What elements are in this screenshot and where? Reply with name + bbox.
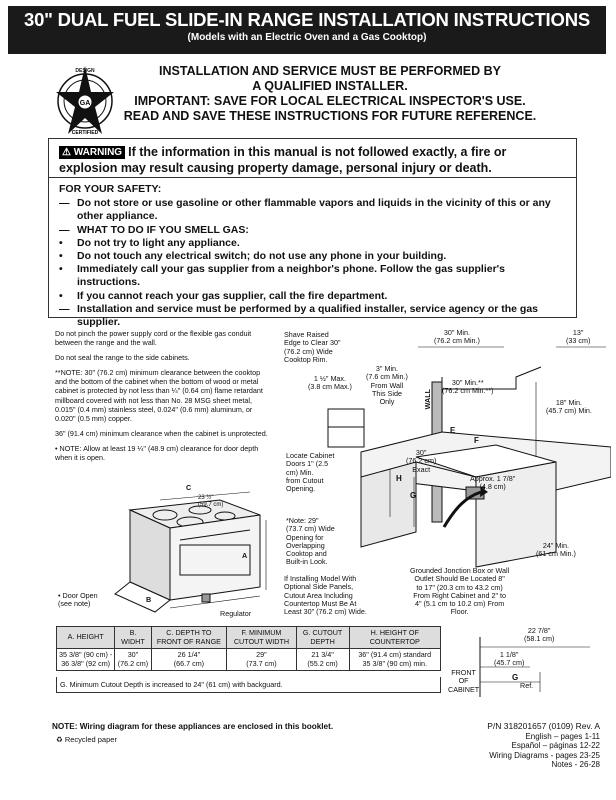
divider (49, 177, 576, 178)
page-index-item: Wiring Diagrams - pages 23-25 (489, 750, 600, 760)
table-header-row (57, 627, 441, 649)
important-headings (122, 64, 538, 124)
dim-h-label: H (396, 474, 402, 483)
seal-center: GA (79, 100, 91, 107)
thirty-exact-label: 30" (76.2 cm) Exact (406, 448, 437, 474)
list-marker: • (59, 236, 63, 249)
list-text: Do not try to light any appliance. (77, 236, 240, 249)
list-marker: — (59, 302, 70, 315)
seal-bottom: CERTIFIED (71, 130, 99, 136)
warning-text: If the information in this manual is not followed exactly, a fire or explosion may result causing property damage, personal injury or death. (59, 145, 507, 175)
dim-e-label: E (450, 426, 456, 435)
heading-line: A QUALIFIED INSTALLER. (252, 79, 408, 93)
note-29-label: *Note: 29" (73.7 cm) Wide Opening for Overlapping Cooktop and Built-in Look. (286, 516, 335, 567)
table-header: B. WIDHT (115, 627, 151, 649)
warning-box (48, 138, 577, 329)
heading-line: IMPORTANT: SAVE FOR LOCAL ELECTRICAL INSPECTOR'S USE. (134, 94, 526, 108)
cabinet-cutout-diagram (266, 327, 611, 627)
table-header: H. HEIGHT OF COUNTERTOP (349, 627, 440, 649)
list-text: WHAT TO DO IF YOU SMELL GAS: (77, 223, 249, 236)
warning-statement (59, 144, 564, 176)
document-subtitle: (Models with an Electric Oven and a Gas Cooktop) (187, 32, 427, 43)
design-certified-seal-icon (56, 62, 114, 140)
range-illustration (58, 483, 270, 620)
recycled-paper (56, 735, 117, 744)
heading-line: READ AND SAVE THESE INSTRUCTIONS FOR FUTURE REFERENCE. (123, 109, 537, 123)
dim-b-label: B (146, 595, 152, 604)
safety-heading: FOR YOUR SAFETY: (59, 183, 162, 195)
clearance-notes (55, 329, 270, 468)
recycled-label: Recycled paper (64, 735, 117, 744)
note-paragraph: Do not pinch the power supply cord or the flexible gas conduit between the range and the wall. (55, 329, 252, 348)
shave-edge-label: Shave Raised Edge to Clear 30" (76.2 cm) Wide Cooktop Rim. (284, 330, 341, 364)
dim-f-label: F (474, 436, 479, 445)
list-marker: • (59, 263, 63, 276)
wall-label: WALL (423, 388, 433, 410)
list-item (59, 303, 564, 329)
table-cell: 35 3/8" (90 cm) - 36 3/8" (92 cm) (57, 649, 115, 671)
thirteen-label: 13" (33 cm) (566, 328, 591, 346)
dimensions-table (56, 626, 441, 671)
regulator-label: Regulator (220, 609, 252, 618)
table-cell: 21 3/4" (55.2 cm) (296, 649, 349, 671)
recycle-icon: ♻ (56, 735, 63, 744)
page-index-item: Español – páginas 12-22 (511, 741, 600, 751)
table-cell: 26 1/4" (66.7 cm) (151, 649, 227, 671)
front-top-dim: 22 7/8" (58.1 cm) (524, 626, 555, 644)
list-item (59, 290, 564, 303)
note-paragraph: **NOTE: 30" (76.2 cm) minimum clearance between the cooktop and the bottom of the cabinet when the bottom of wood or metal cabinet is protected by not less than ¼" (0.64 cm) flame retardant millboard covered with not less than No. 28 MSG sheet metal, 0.015" (0.4 mm) stainless steel, 0.024" (0.6 mm) aluminum, or 0.020" (0.5 mm) copper. (55, 368, 263, 423)
table-footnote: G. Minimum Cutout Depth is increased to 24" (61 cm) with backguard. (56, 677, 441, 693)
part-number: P/N 318201657 (0109) Rev. A (487, 721, 600, 731)
seal-top: DESIGN (75, 68, 95, 74)
page-index-item: English – pages 1-11 (525, 731, 600, 741)
front-of-cabinet-diagram (440, 627, 600, 707)
list-marker: — (59, 197, 70, 210)
list-marker: — (59, 223, 70, 236)
safety-list (59, 183, 564, 329)
warning-badge: ⚠ WARNING (59, 146, 125, 159)
table-header: C. DEPTH TO FRONT OF RANGE (151, 627, 227, 649)
dim-c-value-metric: (59.7 cm) (198, 502, 224, 508)
one-half-max-label: 1 ½" Max. (3.8 cm Max.) (308, 374, 352, 392)
table-cell: 30" (76.2 cm) (115, 649, 151, 671)
heading-line: INSTALLATION AND SERVICE MUST BE PERFORMED BY (159, 64, 501, 78)
list-text: If you cannot reach your gas supplier, call the fire department. (77, 289, 388, 302)
table-row (57, 649, 441, 671)
list-marker: • (59, 289, 63, 302)
dim-a-label: A (242, 551, 248, 560)
list-item (59, 250, 564, 263)
part-number-block (430, 722, 600, 770)
table-header: A. HEIGHT (57, 627, 115, 649)
list-text: Immediately call your gas supplier from a neighbor's phone. Follow the gas supplier's instructions. (77, 263, 505, 289)
page-index-item: Notes - 26-28 (551, 760, 600, 770)
locate-doors-label: Locate Cabinet Doors 1" (2.5 cm) Min. from Cutout Opening. (286, 451, 335, 494)
list-text: Do not touch any electrical switch; do not use any phone in your building. (77, 250, 447, 263)
list-item (59, 224, 564, 237)
list-text: Installation and service must be performed by a qualified installer, service agency or the gas supplier. (77, 302, 538, 329)
table-header: F. MINIMUM CUTOUT WIDTH (227, 627, 296, 649)
optional-panels-label: If Installing Model With Optional Side Panels, Cutout Area Including Countertop Must Be At Least 30" (76.2 cm) Wide. (284, 574, 367, 617)
note-paragraph: 36" (91.4 cm) minimum clearance when the cabinet is unprotected. (55, 428, 268, 438)
dim-c-value: 23 ½" (198, 495, 214, 501)
thirty-min-star-label: 30" Min.** (76.2 cm Min.**) (442, 378, 494, 396)
table-cell: 36" (91.4 cm) standard 35 3/8" (90 cm) min. (349, 649, 440, 671)
document-title: 30" DUAL FUEL SLIDE-IN RANGE INSTALLATION INSTRUCTIONS (23, 9, 590, 30)
wiring-note: NOTE: Wiring diagram for these appliances are enclosed in this booklet. (52, 722, 334, 731)
front-mid-dim: 1 1/8" (45.7 cm) (494, 650, 525, 668)
list-marker: • (59, 250, 63, 263)
door-open-label: • Door Open (see note) (58, 591, 98, 609)
list-item (59, 197, 564, 223)
eighteen-min-label: 18" Min. (45.7 cm) Min. (546, 398, 592, 416)
list-item (59, 237, 564, 250)
dim-c-label: C (186, 483, 192, 492)
front-g-label: G (512, 673, 519, 682)
front-ref-label: Ref. (520, 681, 534, 690)
dim-g-label: G (410, 491, 417, 500)
list-text: Do not store or use gasoline or other flammable vapors and liquids in the vicinity of this or any other appliance. (77, 197, 551, 223)
front-of-cabinet-label: FRONT OF CABINET (448, 668, 480, 694)
list-item (59, 263, 564, 289)
twentyfour-min-label: 24" Min. (61 cm Min.) (536, 541, 576, 559)
warning-badge-label: WARNING (73, 147, 123, 158)
thirty-min-label: 30" Min. (76.2 cm Min.) (434, 328, 480, 346)
title-bar (8, 6, 606, 54)
note-paragraph: Do not seal the range to the side cabinets. (55, 353, 190, 363)
table-header: G. CUTOUT DEPTH (296, 627, 349, 649)
table-cell: 29" (73.7 cm) (227, 649, 296, 671)
three-min-label: 3" Min. (7.6 cm Min.) From Wall This Side Only (366, 364, 408, 407)
approx-label: Approx. 1 7/8" (4.8 cm) (470, 474, 516, 492)
note-paragraph: • NOTE: Allow at least 19 ¼" (48.9 cm) clearance for door depth when it is open. (55, 443, 259, 463)
junction-box-label: Grounded Jonction Box or Wall Outlet Should Be Located 8" to 17" (20.3 cm to 43.2 cm) From Right Cabinet and 2" to 4" (5.1 cm to 10.2 cm) From Floor. (410, 566, 510, 617)
